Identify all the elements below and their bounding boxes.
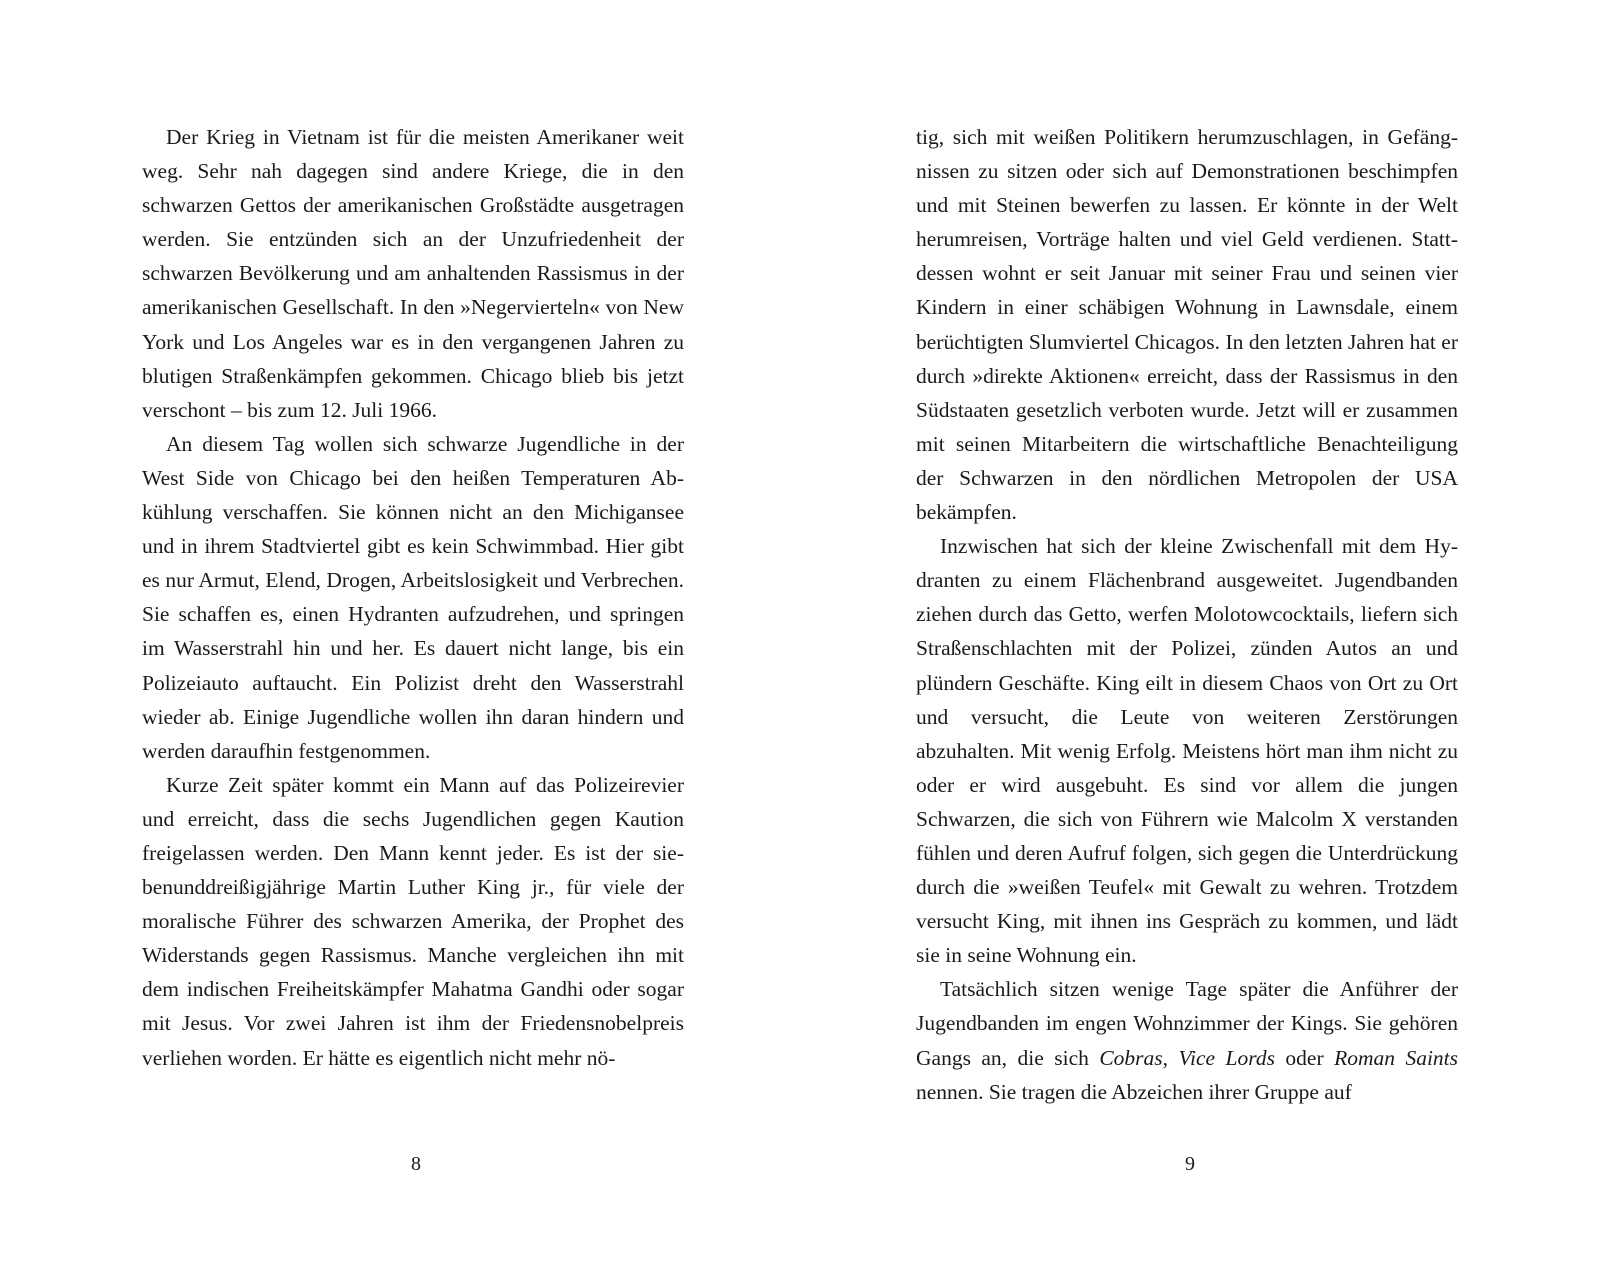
paragraph-continued: tig, sich mit weißen Politikern herumzuschlagen, in Gefängnissen zu sitzen oder sich auf Demonstrationen beschimpfen und mit Steinen bewerfen zu lassen. Er könnte in der Welt herumreisen, Vorträge halten und viel Geld verdienen. Stattdessen wohnt er seit Januar mit seiner Frau und seinen vier Kindern in einer schäbigen Wohnung in Lawnsdale, einem berüchtigten Slumviertel Chicagos. In den letzten Jahren hat er durch »direkte Aktionen« erreicht, dass der Rassismus in den Südstaaten gesetzlich verboten wurde. Jetzt will er zusammen mit seinen Mitarbeitern die wirtschaftliche Benachteiligung der Schwarzen in den nördlichen Metropolen der USA bekämpfen. <box>916 125 1458 525</box>
left-page <box>142 120 684 1120</box>
right-page-text <box>916 120 1458 1109</box>
paragraph <box>916 972 1458 1108</box>
paragraph: Inzwischen hat sich der kleine Zwischenfall mit dem Hydranten zu einem Flächenbrand ausgeweitet. Jugendbanden ziehen durch das Getto, werfen Molotowcocktails, liefern sich Straßenschlachten mit der Polizei, zünden Autos an und plündern Geschäfte. King eilt in diesem Chaos von Ort zu Ort und versucht, die Leute von weiteren Zerstörungen abzuhalten. Mit wenig Erfolg. Meistens hört man ihm nicht zu oder er wird ausgebuht. Es sind vor allem die jungen Schwarzen, die sich von Führern wie Malcolm X verstanden fühlen und deren Aufruf folgen, sich gegen die Unterdrückung durch die »weißen Teufel« mit Gewalt zu wehren. Trotzdem versucht King, mit ihnen ins Gespräch zu kommen, und lädt sie in seine Wohnung ein. <box>916 534 1458 968</box>
paragraph: Der Krieg in Vietnam ist für die meisten Amerikaner weit weg. Sehr nah dagegen sind andere Kriege, die in den schwarzen Gettos der amerikanischen Großstädte ausgetragen werden. Sie entzünden sich an der Unzufriedenheit der schwarzen Bevölkerung und am anhaltenden Rassismus in der amerikanischen Gesellschaft. In den »Negervierteln« von New York und Los Angeles war es in den vergangenen Jahren zu blutigen Straßenkämpfen gekommen. Chicago blieb bis jetzt verschont – bis zum 12. Juli 1966. <box>142 125 684 422</box>
paragraph: An diesem Tag wollen sich schwarze Jugendliche in der West Side von Chicago bei den heißen Temperaturen Abkühlung verschaffen. Sie können nicht an den Michigansee und in ihrem Stadtviertel gibt es kein Schwimmbad. Hier gibt es nur Armut, Elend, Drogen, Arbeitslosigkeit und Verbrechen. Sie schaffen es, einen Hydranten aufzudrehen, und springen im Wasserstrahl hin und her. Es dauert nicht lange, bis ein Polizeiauto auftaucht. Ein Polizist dreht den Wasserstrahl wieder ab. Einige Jugendliche wollen ihn daran hindern und werden daraufhin festgenommen. <box>142 431 684 763</box>
text-run: oder <box>1274 1045 1335 1070</box>
text-run: Tatsächlich sitzen wenige Tage später die Anführer der Jugendbanden im engen Wohnzimmer der Kings. Sie gehören Gangs an, die sich <box>916 977 1458 1070</box>
text-run: nennen. Sie tragen die Abzeichen ihrer Gruppe auf <box>916 1079 1352 1104</box>
page-number-left: 8 <box>411 1153 421 1175</box>
gang-name: Vice Lords <box>1178 1045 1275 1070</box>
text-run: , <box>1162 1045 1179 1070</box>
gang-name: Cobras <box>1099 1045 1163 1070</box>
right-page <box>916 120 1458 1120</box>
left-page-text <box>142 120 684 1075</box>
gang-name: Roman Saints <box>1334 1045 1459 1070</box>
paragraph: Kurze Zeit später kommt ein Mann auf das Polizeirevier und erreicht, dass die sechs Jugendlichen gegen Kaution freigelassen werden. Den Mann kennt jeder. Es ist der siebenunddreißigjährige Martin Luther King jr., für viele der moralische Führer des schwarzen Amerika, der Prophet des Widerstands gegen Rassismus. Manche vergleichen ihn mit dem indischen Freiheitskämpfer Mahatma Gandhi oder sogar mit Jesus. Vor zwei Jahren ist ihm der Friedensnobelpreis verliehen worden. Er hätte es eigentlich nicht mehr nö- <box>142 772 684 1070</box>
page-number-right: 9 <box>1185 1153 1195 1175</box>
